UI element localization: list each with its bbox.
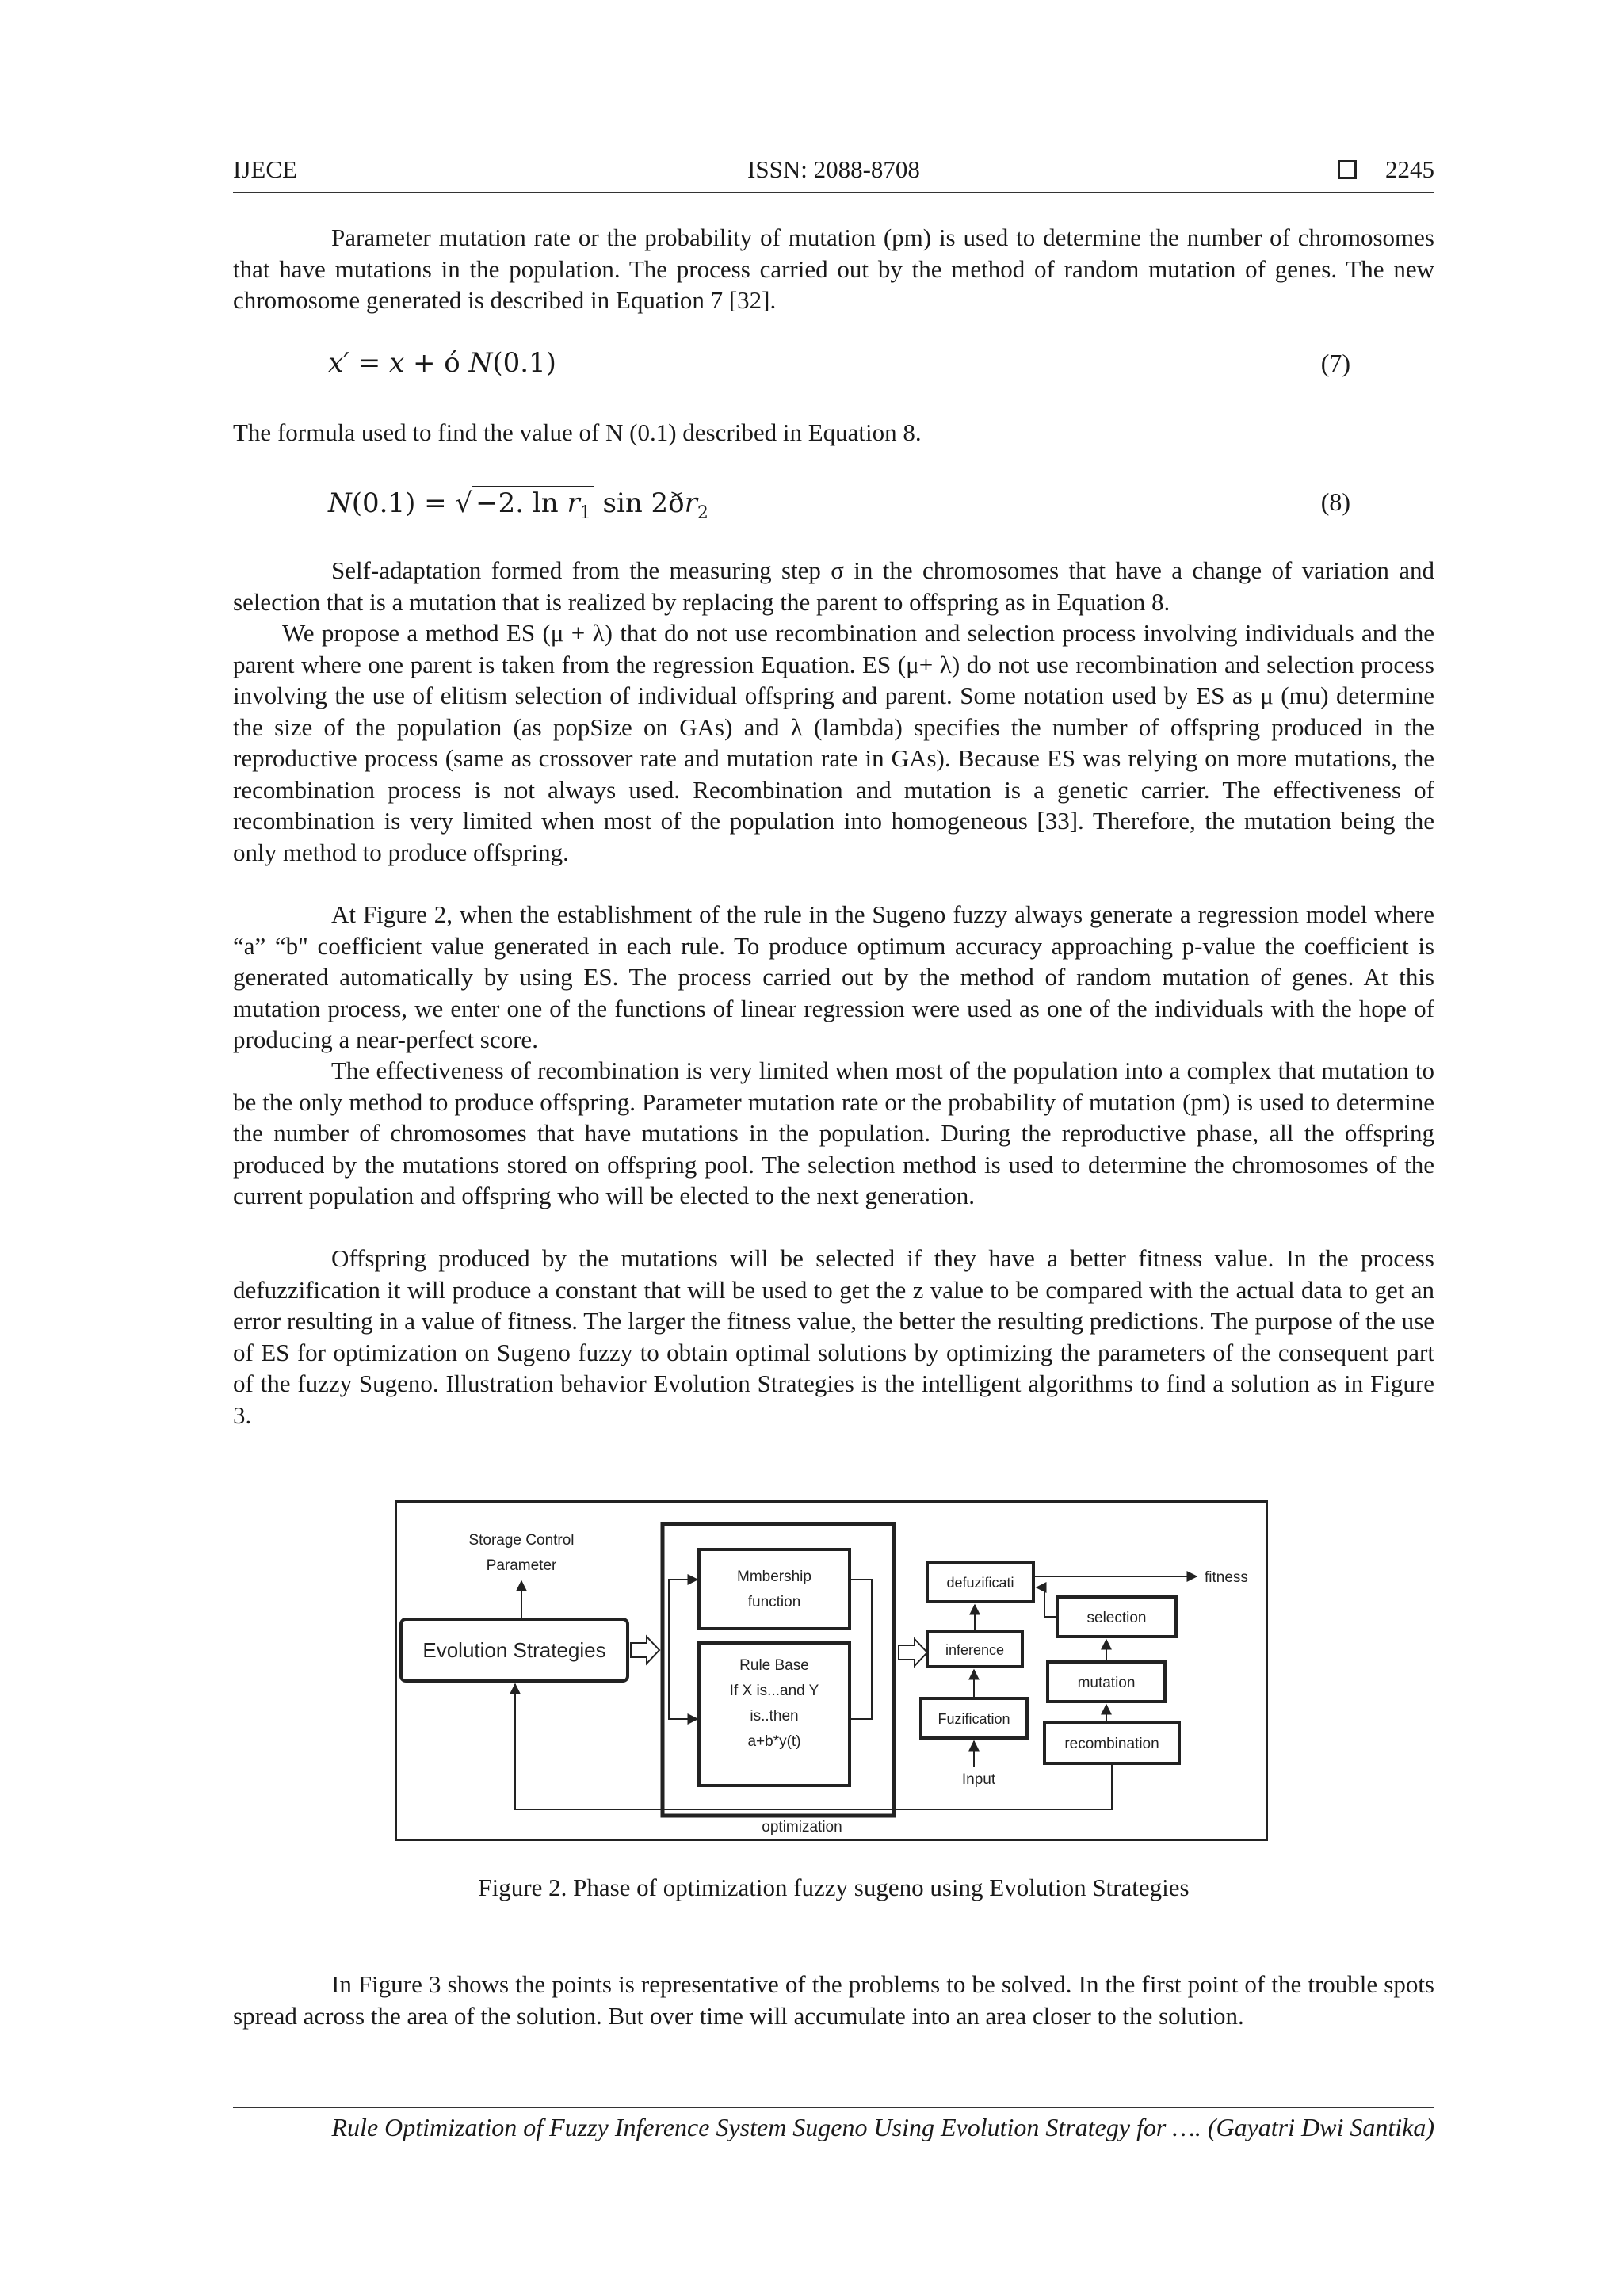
page-footer: Rule Optimization of Fuzzy Inference System Sugeno Using Evolution Strategy for …. (Gayatri Dwi Santika)	[233, 2107, 1434, 2142]
optimization-label: optimization	[762, 1819, 842, 1836]
parameter-label: Parameter	[486, 1557, 557, 1574]
diagram-svg	[395, 1500, 1268, 1841]
equation-7	[328, 347, 1350, 387]
page-number: 2245	[1385, 155, 1434, 183]
rule-base-label-4: a+b*y(t)	[747, 1733, 801, 1750]
paragraph-7: Offspring produced by the mutations will be selected if they have a better fitness value. In the process defuzzification it will produce a constant that will be used to get the z value to be compared with the actual data to get an error resulting in a value of fitness. The larger the fitness value, the better the resulting predictions. The purpose of the use of ES for optimization on Sugeno fuzzy to obtain optimal solutions by optimizing the parameters of the consequent part of the fuzzy Sugeno. Illustration behavior Evolution Strategies is the intelligent algorithms to find a solution as in Figure 3.	[233, 1244, 1434, 1429]
square-bullet-icon	[1338, 160, 1357, 179]
inference-label: inference	[945, 1642, 1005, 1658]
selection-label: selection	[1086, 1610, 1147, 1626]
paragraph-6: The effectiveness of recombination is very limited when most of the population into a complex that mutation to be the only method to produce offspring. Parameter mutation rate or the probability of mutation (pm) is used to determine the number of chromosomes that have mutations in the population. During the reproductive phase, all the offspring produced by the mutations stored on offspring pool. The selection method is used to determine the chromosomes of the current population and offspring who will be elected to the next generation.	[233, 1056, 1434, 1209]
paragraph-8: In Figure 3 shows the points is representative of the problems to be solved. In the first point of the trouble spots spread across the area of the solution. But over time will accumulate into an area closer to the solution.	[233, 1970, 1434, 2030]
fitness-label: fitness	[1205, 1569, 1248, 1586]
rule-base-label-3: is..then	[750, 1708, 799, 1725]
rule-base-label-2: If X is...and Y	[729, 1683, 819, 1699]
rule-base-label-1: Rule Base	[739, 1657, 809, 1674]
equation-7-body: x′ = x + ó N(0.1)	[328, 347, 556, 379]
figure-caption: Figure 2. Phase of optimization fuzzy sugeno using Evolution Strategies	[478, 1874, 1190, 1901]
equation-8	[328, 486, 1350, 525]
paragraph-3: Self-adaptation formed from the measuring step σ in the chromosomes that have a change of variation and selection that is a mutation that is realized by replacing the parent to offspring as in Equation 8.	[233, 556, 1434, 616]
membership-function-box	[699, 1549, 850, 1629]
recombination-label: recombination	[1064, 1736, 1159, 1752]
equation-7-number: (7)	[1320, 349, 1350, 377]
page-header	[233, 155, 1434, 193]
defuzification-label: defuzificati	[946, 1575, 1014, 1591]
paragraph-2: The formula used to find the value of N (0.1) described in Equation 8.	[233, 418, 922, 446]
issn: ISSN: 2088-8708	[747, 155, 920, 183]
mutation-label: mutation	[1077, 1675, 1136, 1691]
evolution-strategies-label: Evolution Strategies	[422, 1638, 606, 1662]
journal-name: IJECE	[233, 155, 297, 183]
equation-8-body: N(0.1) = √ −2. $\ln r_1$ $\sin 2ðr_2$	[328, 487, 708, 523]
membership-label-1: Mmbership	[737, 1568, 812, 1585]
storage-control-label: Storage Control	[468, 1532, 575, 1549]
equation-8-number: (8)	[1320, 487, 1350, 516]
paragraph-5: At Figure 2, when the establishment of the rule in the Sugeno fuzzy always generate a regression model where “a” “b" coefficient value generated in each rule. To produce optimum accuracy approaching p-value the coefficient is generated automatically by using ES. The process carried out by the method of random mutation of genes. At this mutation process, we enter one of the functions of linear regression were used as one of the individuals with the hope of producing a near-perfect score.	[233, 900, 1434, 1053]
membership-label-2: function	[747, 1594, 801, 1610]
paragraph-4: We propose a method ES (μ + λ) that do not use recombination and selection process involving individuals and the parent where one parent is taken from the regression Equation. ES (μ+ λ) do not use recombination and selection process involving the use of elitism selection of individual offspring and parent. Some notation used by ES as μ (mu) determine the size of the population (as popSize on GAs) and λ (lambda) specifies the number of offspring produced in the reproductive process (same as crossover rate and mutation rate in GAs). Because ES was relying on more mutations, the recombination process is not always used. Recombination and mutation is a genetic carrier. The effectiveness of recombination is very limited when most of the population into homogeneous [33]. Therefore, the mutation being the only method to produce offspring.	[233, 619, 1434, 866]
paragraph-1: Parameter mutation rate or the probability of mutation (pm) is used to determine the number of chromosomes that have mutations in the population. The process carried out by the method of random mutation of genes. The new chromosome generated is described in Equation 7 [32].	[233, 223, 1434, 314]
fuzification-label: Fuzification	[938, 1711, 1010, 1727]
figure-2-diagram	[395, 1500, 1268, 1841]
page-number-group	[1338, 155, 1434, 184]
input-label: Input	[961, 1771, 996, 1788]
